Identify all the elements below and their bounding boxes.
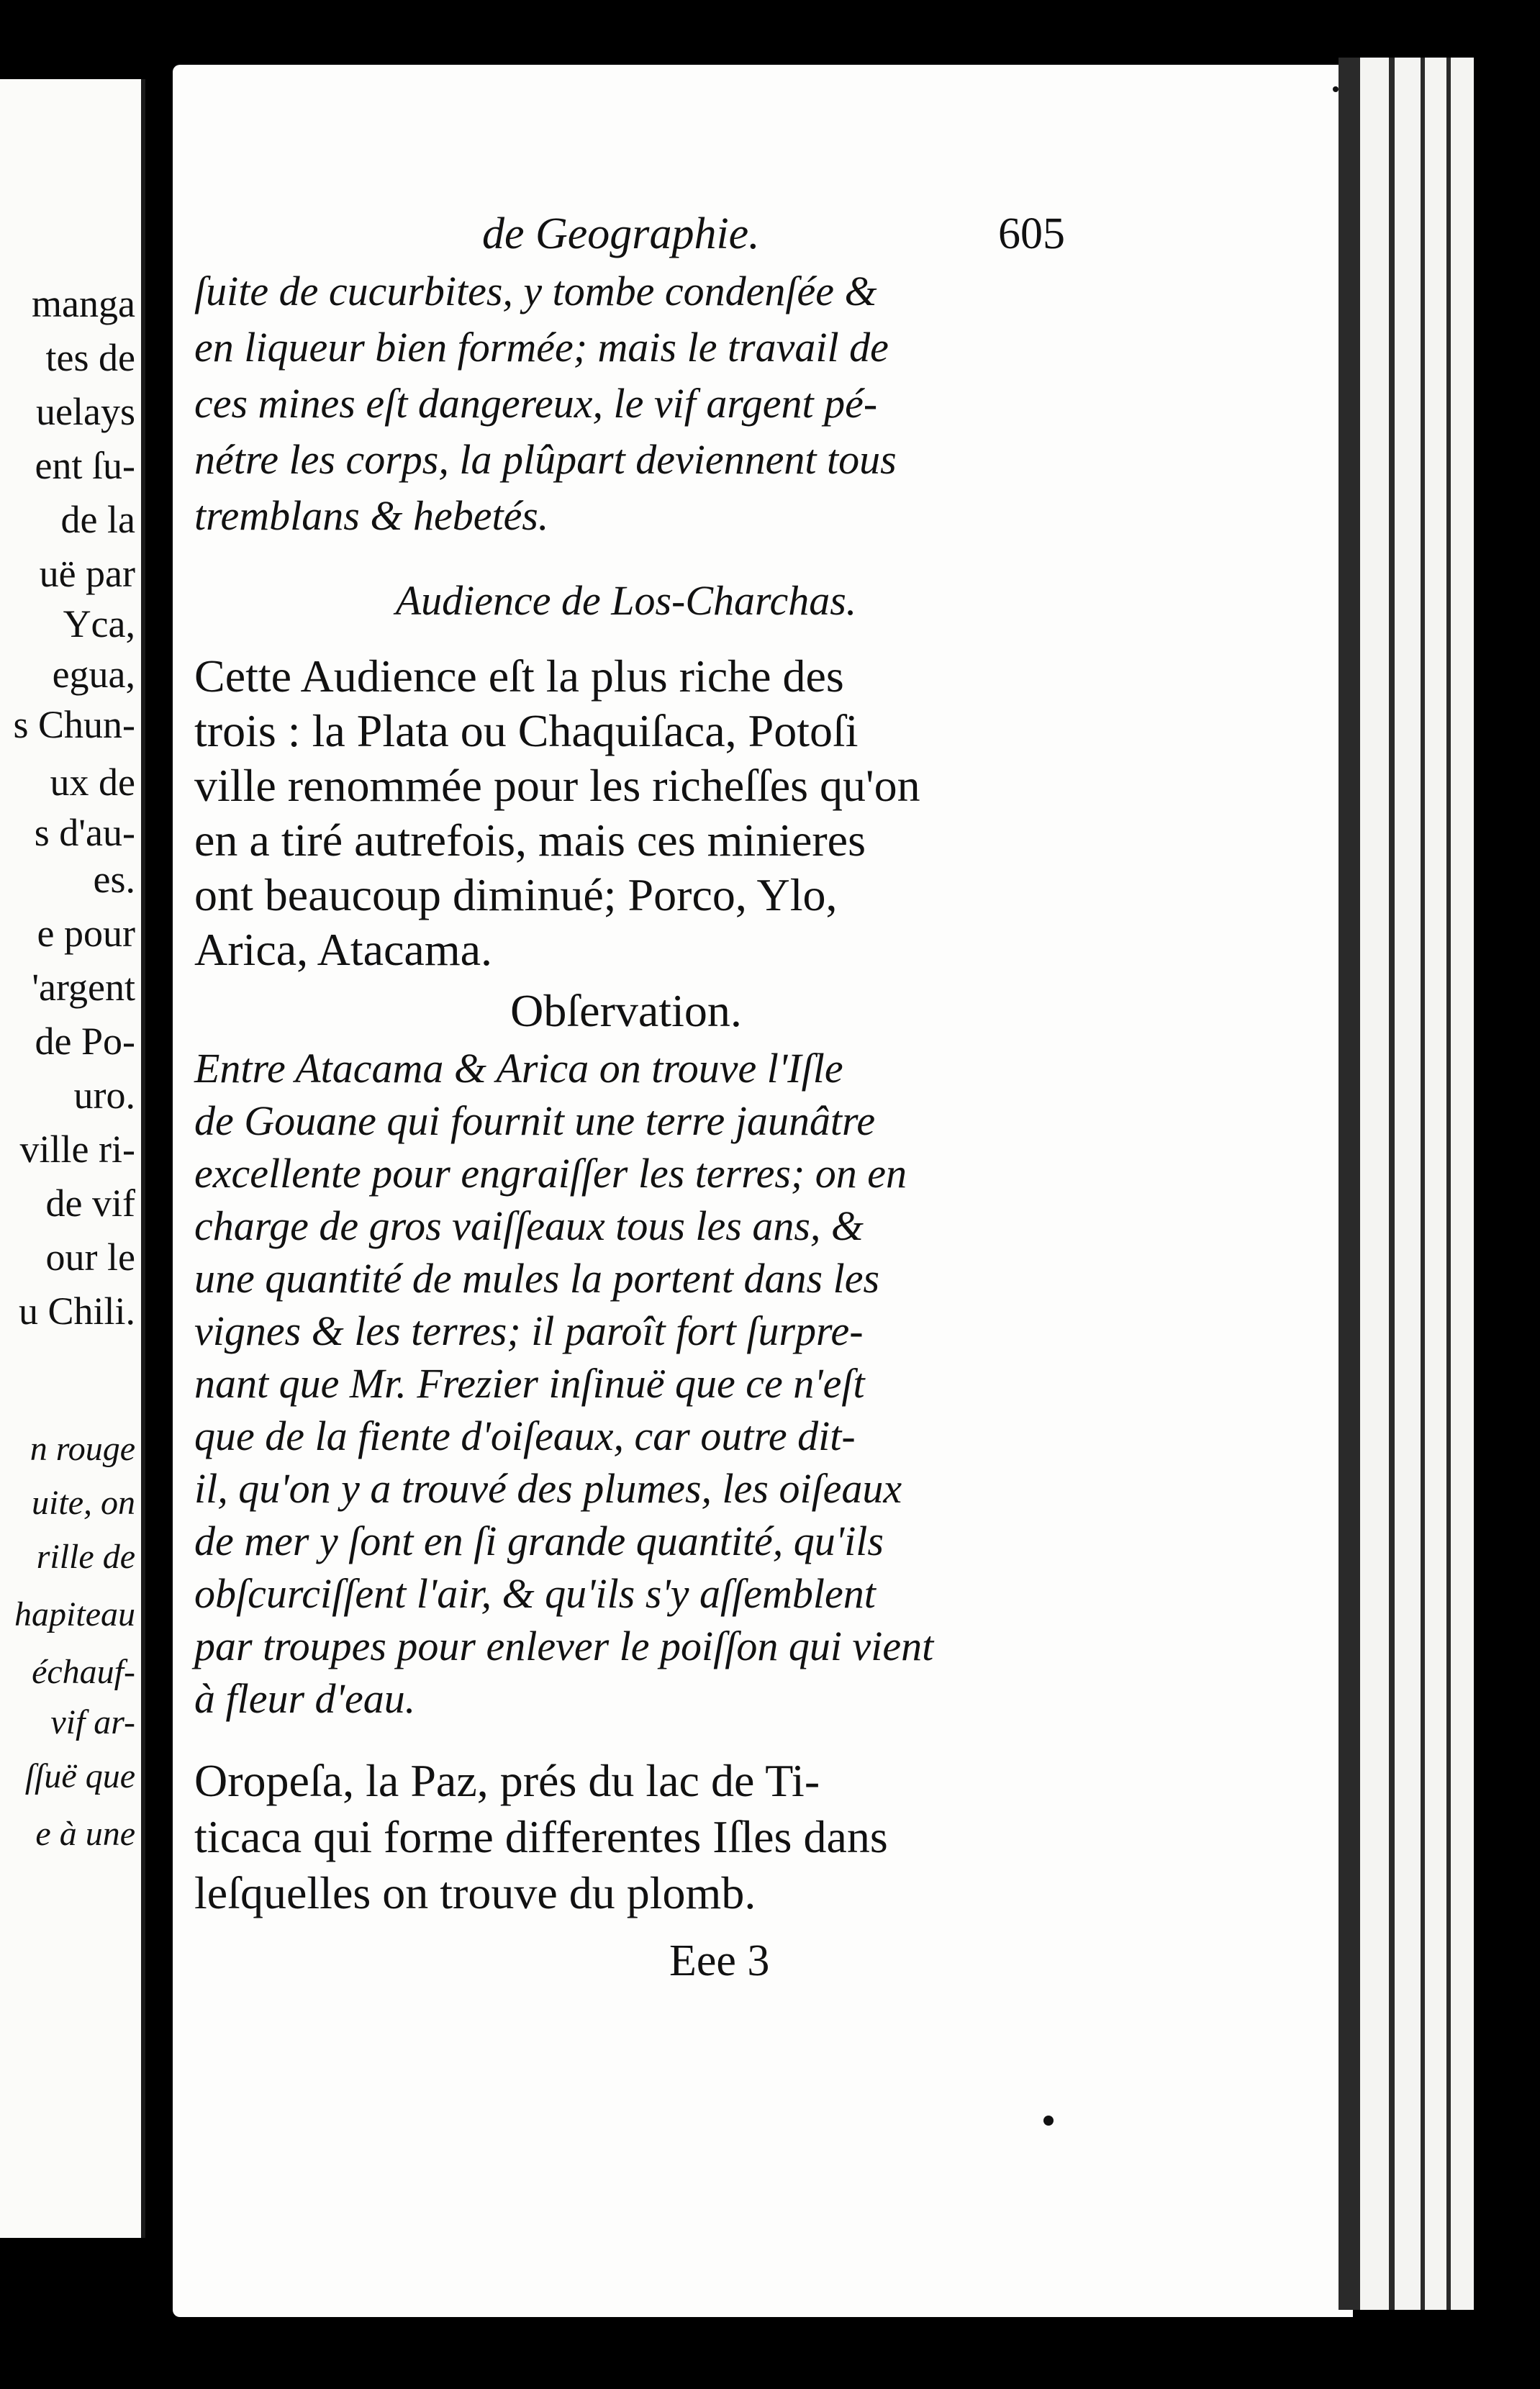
left-page-line: de la [60,498,135,541]
left-page-line: vif ar- [50,1703,135,1741]
left-page-line: s d'au- [34,811,135,854]
page-edges [1339,58,1504,2310]
paragraph-line: que de la fiente d'oiſeaux, car outre dit- [194,1413,856,1459]
section-heading: Audience de Los-Charchas. [395,577,857,624]
left-page-line: ux de [50,761,135,804]
paragraph-line: une quantité de mules la portent dans les [194,1255,880,1302]
paragraph-line: ticaca qui forme differentes Iſles dans [194,1811,888,1862]
left-page-line: échauf- [32,1653,135,1691]
left-page-line: Yca, [63,602,135,645]
paragraph-line: de Gouane qui fournit une terre jaunâtre [194,1097,876,1144]
left-page-line: ent ſu- [35,444,135,487]
paragraph-line: Entre Atacama & Arica on trouve l'Iſle [194,1045,843,1092]
page-number: 605 [998,209,1065,258]
left-page-line: egua, [52,653,135,696]
paragraph-line: par troupes pour enlever le poiſſon qui vient [194,1623,934,1669]
left-page-line: e pour [37,912,135,955]
left-page-line: e à une [35,1815,135,1853]
paragraph-line: nétre les corps, la plûpart deviennent tous [194,436,897,483]
left-page-line: de Po- [35,1020,135,1063]
left-page-fragment [0,79,145,2238]
paragraph-line: ville renommée pour les richeſſes qu'on [194,760,920,811]
paragraph-line: Arica, Atacama. [194,924,492,975]
paragraph-line: vignes & les terres; il paroît fort ſurpre- [194,1307,864,1354]
left-page-line: our le [45,1236,135,1279]
left-page-line: uro. [73,1074,135,1117]
paragraph-line: excellente pour engraiſſer les terres; on en [194,1150,907,1197]
running-title: de Geographie. [482,209,760,258]
left-page-line: u Chili. [18,1289,135,1333]
paragraph-line: à fleur d'eau. [194,1675,416,1722]
paragraph-line: ont beaucoup diminué; Porco, Ylo, [194,869,838,920]
paragraph-line: ſuite de cucurbites, y tombe condenſée & [194,268,877,314]
signature-mark: Eee 3 [669,1936,770,1985]
left-page-line: hapiteau [14,1595,135,1633]
paragraph-line: nant que Mr. Frezier inſinuë que ce n'eſt [194,1360,865,1407]
left-page-line: manga [32,282,135,325]
left-page-line: tes de [45,336,135,379]
paragraph-line: trois : la Plata ou Chaquiſaca, Potoſi [194,705,859,756]
section-heading: Obſervation. [510,985,742,1036]
paragraph-line: obſcurciſſent l'air, & qu'ils s'y aſſemblent [194,1570,876,1617]
left-page-line: ville ri- [19,1128,135,1171]
left-page-line: 'argent [32,966,135,1009]
paragraph-line: de mer y ſont en ſi grande quantité, qu'ils [194,1518,884,1564]
paragraph-line: Oropeſa, la Paz, prés du lac de Ti- [194,1755,820,1806]
left-page-line: s Chun- [13,703,135,746]
left-page-line: uelays [36,390,135,433]
paragraph-line: charge de gros vaiſſeaux tous les ans, & [194,1202,864,1249]
left-page-line: ſſuë que [24,1757,135,1795]
paragraph-line: leſquelles on trouve du plomb. [194,1867,756,1918]
left-page-line: uë par [39,552,135,595]
ink-dot [1333,86,1339,92]
left-page-line: de vif [45,1182,135,1225]
paragraph-line: ces mines eſt dangereux, le vif argent pé- [194,380,878,427]
paragraph-line: il, qu'on y a trouvé des plumes, les oiſeaux [194,1465,902,1512]
ink-dot [1043,2116,1054,2126]
paragraph-line: Cette Audience eſt la plus riche des [194,650,844,702]
paragraph-line: en liqueur bien formée; mais le travail de [194,324,889,371]
running-header [482,209,1072,259]
left-page-line: n rouge [30,1430,135,1468]
left-page-line: rille de [36,1538,135,1576]
paragraph-line: tremblans & hebetés. [194,492,549,539]
paragraph-line: en a tiré autrefois, mais ces minieres [194,815,866,866]
left-page-line: es. [93,858,135,901]
left-page-line: uite, on [32,1484,135,1522]
